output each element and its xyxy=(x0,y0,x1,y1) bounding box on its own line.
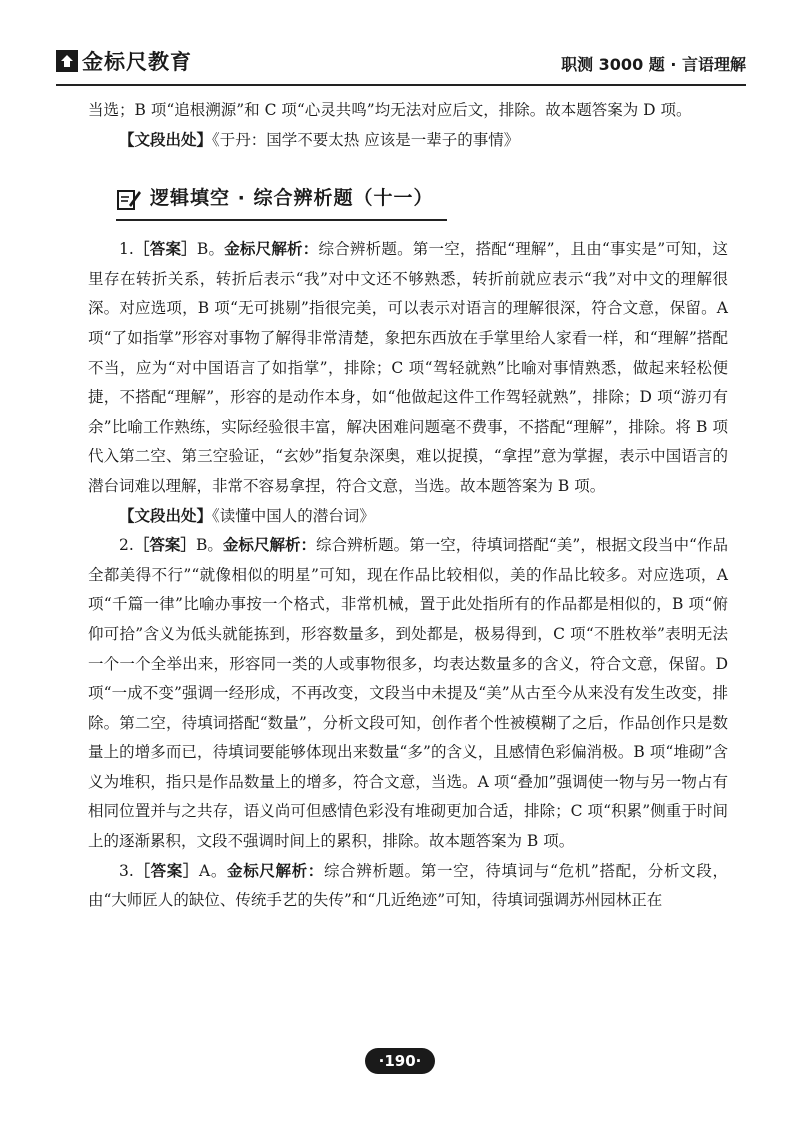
analysis-tag: 金标尺解析： xyxy=(224,240,319,259)
continued-paragraph: 当选；B 项“追根溯源”和 C 项“心灵共鸣”均无法对应后文，排除。故本题答案为 D 项。 xyxy=(88,101,692,119)
source-title: 《读懂中国人的潜台词》 xyxy=(212,506,375,525)
source-title: 《于丹：国学不要太热 应该是一辈子的事情》 xyxy=(212,130,520,149)
question-number: 1. xyxy=(119,240,134,259)
answer-tag: ［答案］ xyxy=(133,536,196,555)
source-line xyxy=(88,502,728,532)
page-header xyxy=(56,44,746,86)
analysis-text: 综合辨析题。第一空，搭配“理解”，且由“事实是”可知，这里存在转折关系，转折后表示“我”对中文还不够熟悉，转折前就应表示“我”对中文的理解很深。对应选项，B 项“无可挑剔”指很完美，可以表示对语言的理解很深，符合文意，保留。A 项“了如指掌”形容对事物了解得非常清楚，象把东西放在手掌里给人家看一样，和“理解”搭配不当，应为“对中国语言了如指掌”，排除；C 项“驾轻就熟”比喻对事情熟悉，做起来轻松便捷，不搭配“理解”，形容的是动作本身，如“他做起这件工作驾轻就熟”，排除；D 项“游刃有余”比喻工作熟练，实际经验很丰富，解决困难问题毫不费事，不搭配“理解”，排除。将 B 项代入第二空、第三空验证，“玄妙”指复杂深奥，难以捉摸，“拿捏”意为掌握，表示中国语言的潜台词难以理解，非常不容易拿捏，符合文意，当选。故本题答案为 B 项。 xyxy=(88,240,728,495)
answer-value: B。 xyxy=(195,536,223,555)
question-2-explanation xyxy=(88,531,728,857)
answer-value: A。 xyxy=(199,861,228,880)
analysis-tag: 金标尺解析： xyxy=(222,536,317,555)
section-heading xyxy=(116,179,447,221)
logo-icon xyxy=(56,50,78,72)
analysis-tag: 金标尺解析： xyxy=(227,861,324,880)
section-title: 逻辑填空 · 综合辨析题（十一） xyxy=(150,187,434,210)
question-number: 3. xyxy=(119,861,134,880)
question-3-explanation xyxy=(88,857,728,916)
page-content xyxy=(88,96,728,916)
analysis-text: 综合辨析题。第一空，待填词与“危机”搭配，分析文段，由“大师匠人的缺位、传统手艺的失传”和“几近绝迹”可知，待填词强调苏州园林正在 xyxy=(88,861,728,910)
book-title: 职测 3000 题 · 言语理解 xyxy=(561,55,746,74)
question-1-explanation xyxy=(88,235,728,501)
page-number: ·190· xyxy=(365,1048,435,1074)
pencil-note-icon xyxy=(116,186,142,212)
source-tag: 【文段出处】 xyxy=(119,130,213,149)
question-number: 2. xyxy=(119,536,134,555)
answer-value: B。 xyxy=(196,240,225,259)
source-line xyxy=(88,126,728,156)
answer-tag: ［答案］ xyxy=(133,240,197,259)
logo-text: 金标尺教育 xyxy=(82,50,192,74)
publisher-logo xyxy=(56,46,192,76)
source-tag: 【文段出处】 xyxy=(119,506,213,525)
answer-tag: ［答案］ xyxy=(133,861,200,880)
analysis-text: 综合辨析题。第一空，待填词搭配“美”，根据文段当中“作品全都美得不行”“就像相似的明星”可知，现在作品比较相似，美的作品比较多。对应选项，A 项“千篇一律”比喻办事按一个格式，非常机械，置于此处指所有的作品都是相似的，B 项“俯仰可拾”含义为低头就能拣到，形容数量多，到处都是，极易得到，C 项“不胜枚举”表明无法一个一个全举出来，形容同一类的人或事物很多，均表达数量多的含义，符合文意，保留。D 项“一成不变”强调一经形成，不再改变，文段当中未提及“美”从古至今从来没有发生改变，排除。第二空，待填词搭配“数量”，分析文段可知，创作者个性被模糊了之后，作品创作只是数量上的增多而已，待填词要能够体现出来数量“多”的含义，且感情色彩偏消极。B 项“堆砌”含义为堆积，指只是作品数量上的增多，符合文意，当选。A 项“叠加”强调使一物与另一物占有相同位置并与之共存，语义尚可但感情色彩没有堆砌更加合适，排除；C 项“积累”侧重于时间上的逐渐累积，文段不强调时间上的累积，排除。故本题答案为 B 项。 xyxy=(88,536,728,851)
